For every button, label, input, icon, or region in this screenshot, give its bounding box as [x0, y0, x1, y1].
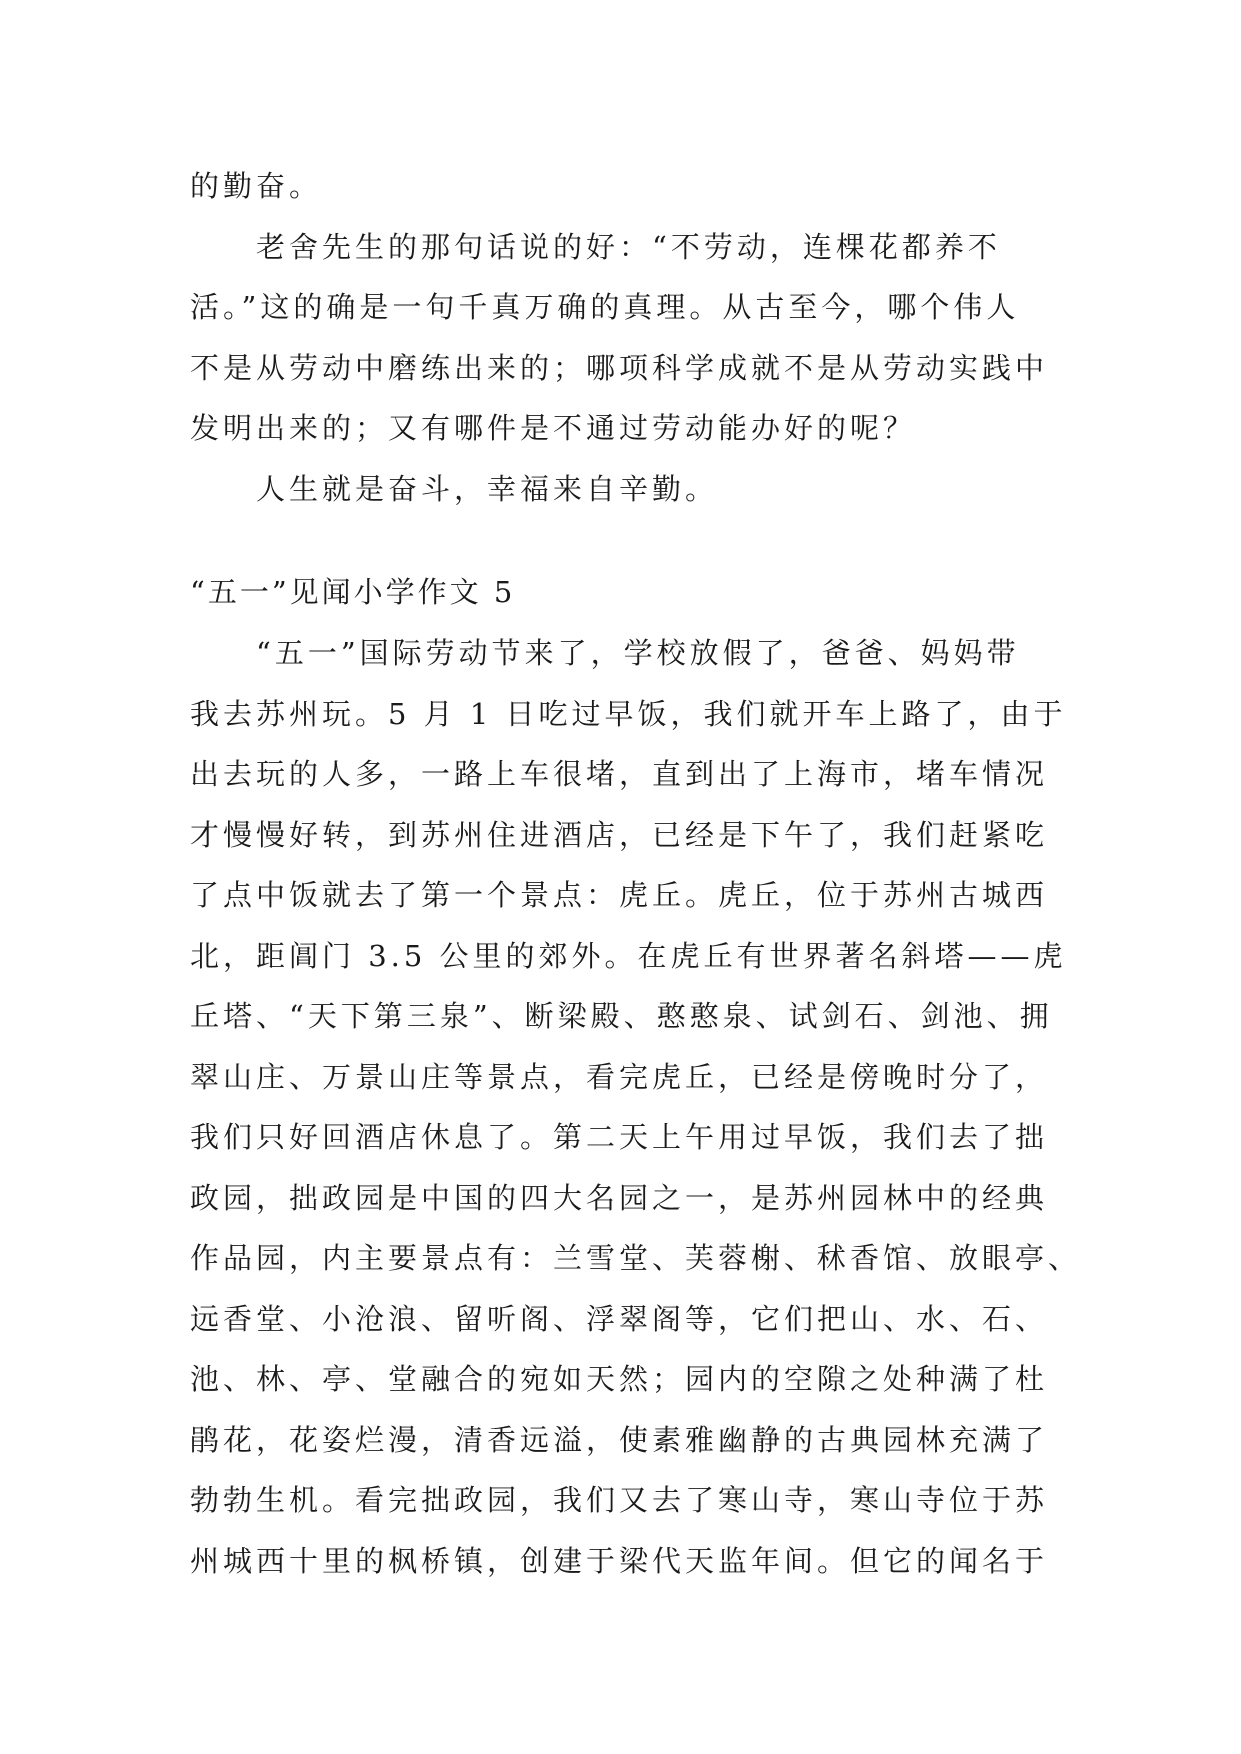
paragraph-line: “五一”国际劳动节来了，学校放假了，爸爸、妈妈带 — [256, 636, 1020, 670]
paragraph-line: 远香堂、小沧浪、留听阁、浮翠阁等，它们把山、水、石、 — [190, 1301, 1049, 1336]
essay-title: “五一”见闻小学作文 5 — [190, 575, 516, 609]
paragraph-line: 出去玩的人多，一路上车很堵，直到出了上海市，堵车情况 — [190, 757, 1049, 791]
paragraph-line: 池、林、亭、堂融合的宛如天然；园内的空隙之处种满了杜 — [190, 1362, 1049, 1396]
paragraph-line: 的勤奋。 — [190, 169, 323, 203]
paragraph-line: 人生就是奋斗，幸福来自辛勤。 — [256, 471, 719, 506]
essay5-body — [190, 623, 1082, 1591]
paragraph-line: 不是从劳动中磨练出来的；哪项科学成就不是从劳动实践中 — [190, 350, 1049, 385]
paragraph-line: 才慢慢好转，到苏州住进酒店，已经是下午了，我们赶紧吃 — [190, 817, 1049, 852]
paragraph-line: 政园，拙政园是中国的四大名园之一，是苏州园林中的经典 — [190, 1180, 1049, 1215]
paragraph-line: 老舍先生的那句话说的好：“不劳动，连棵花都养不 — [256, 229, 1001, 264]
paragraph-line: 活。”这的确是一句千真万确的真理。从古至今，哪个伟人 — [190, 290, 1020, 324]
paragraph-line: 勃勃生机。看完拙政园，我们又去了寒山寺，寒山寺位于苏 — [190, 1483, 1049, 1517]
paragraph-line: 我们只好回酒店休息了。第二天上午用过早饭，我们去了拙 — [190, 1120, 1049, 1154]
paragraph-line: 北，距阊门 3.5 公里的郊外。在虎丘有世界著名斜塔——虎 — [190, 938, 1067, 973]
paragraph-line: 了点中饭就去了第一个景点：虎丘。虎丘，位于苏州古城西 — [190, 878, 1049, 912]
paragraph-line: 作品园，内主要景点有：兰雪堂、芙蓉榭、秫香馆、放眼亭、 — [190, 1241, 1082, 1275]
paragraph-line: 州城西十里的枫桥镇，创建于梁代天监年间。但它的闻名于 — [190, 1543, 1049, 1578]
paragraph-line: 鹃花，花姿烂漫，清香远溢，使素雅幽静的古典园林充满了 — [190, 1422, 1049, 1457]
essay-tail-section — [190, 156, 1055, 519]
paragraph-line: 丘塔、“天下第三泉”、断梁殿、憨憨泉、试剑石、剑池、拥 — [190, 999, 1053, 1033]
paragraph-line: 翠山庄、万景山庄等景点，看完虎丘，已经是傍晚时分了， — [190, 1059, 1049, 1094]
paragraph-line: 我去苏州玩。5 月 1 日吃过早饭，我们就开车上路了，由于 — [190, 696, 1067, 731]
paragraph-line: 发明出来的；又有哪件是不通过劳动能办好的呢？ — [190, 411, 917, 445]
